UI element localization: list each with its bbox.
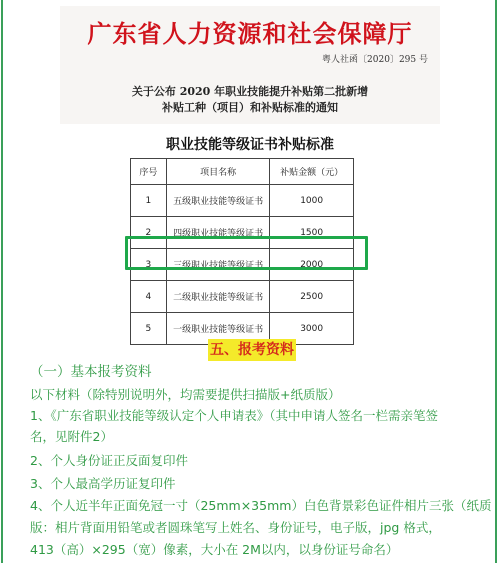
table-cell: 4 xyxy=(131,281,167,313)
table-row xyxy=(131,281,354,313)
org-title: 广东省人力资源和社会保障厅 xyxy=(87,19,413,48)
table-cell: 三级职业技能等级证书 xyxy=(166,249,269,281)
table-cell: 1000 xyxy=(270,185,354,217)
section-subheading: （一）基本报考资料 xyxy=(30,364,152,380)
column-header: 项目名称 xyxy=(166,159,269,185)
table-cell: 3 xyxy=(131,249,167,281)
doc-number: 粤人社函〔2020〕295 号 xyxy=(322,55,428,65)
table-cell: 五级职业技能等级证书 xyxy=(166,185,269,217)
body-line: 名，见附件2） xyxy=(30,429,113,444)
table-cell: 一级职业技能等级证书 xyxy=(166,313,269,345)
column-header: 补贴金额（元） xyxy=(270,159,354,185)
section-heading: 五、报考资料 xyxy=(208,339,296,361)
body-line: 3、个人最高学历证复印件 xyxy=(30,476,176,491)
body-line: 413（高）×295（宽）像素，大小在 2M以内，以身份证号命名） xyxy=(30,542,399,557)
body-line: 以下材料（除特别说明外，均需要提供扫描版+纸质版） xyxy=(30,387,341,402)
doc-heading xyxy=(60,84,440,116)
body-line: 1、《广东省职业技能等级认定个人申请表》（其中申请人签名一栏需亲笔签 xyxy=(30,408,438,423)
table-cell: 2500 xyxy=(270,281,354,313)
table-cell: 5 xyxy=(131,313,167,345)
body-line: 4、个人近半年正面免冠一寸（25mm×35mm）白色背景彩色证件相片三张（纸质 xyxy=(30,498,492,513)
table-row xyxy=(131,185,354,217)
table-cell: 2000 xyxy=(270,249,354,281)
table-title: 职业技能等级证书补贴标准 xyxy=(166,137,334,153)
highlight-box xyxy=(125,236,368,270)
document-header xyxy=(60,6,440,124)
table-cell: 四级职业技能等级证书 xyxy=(166,217,269,249)
table-header-row xyxy=(131,159,354,185)
body-line: 版：相片背面用铅笔或者圆珠笔写上姓名、身份证号，电子版，jpg 格式， xyxy=(30,520,441,535)
table-cell: 2 xyxy=(131,217,167,249)
doc-heading-line-1: 关于公布 2020 年职业技能提升补贴第二批新增 xyxy=(131,85,369,98)
table-cell: 1500 xyxy=(270,217,354,249)
table-cell: 1 xyxy=(131,185,167,217)
table-cell: 二级职业技能等级证书 xyxy=(166,281,269,313)
doc-heading-line-2: 补贴工种（项目）和补贴标准的通知 xyxy=(162,101,338,114)
column-header: 序号 xyxy=(131,159,167,185)
body-line: 2、个人身份证正反面复印件 xyxy=(30,453,188,468)
table-cell: 3000 xyxy=(270,313,354,345)
